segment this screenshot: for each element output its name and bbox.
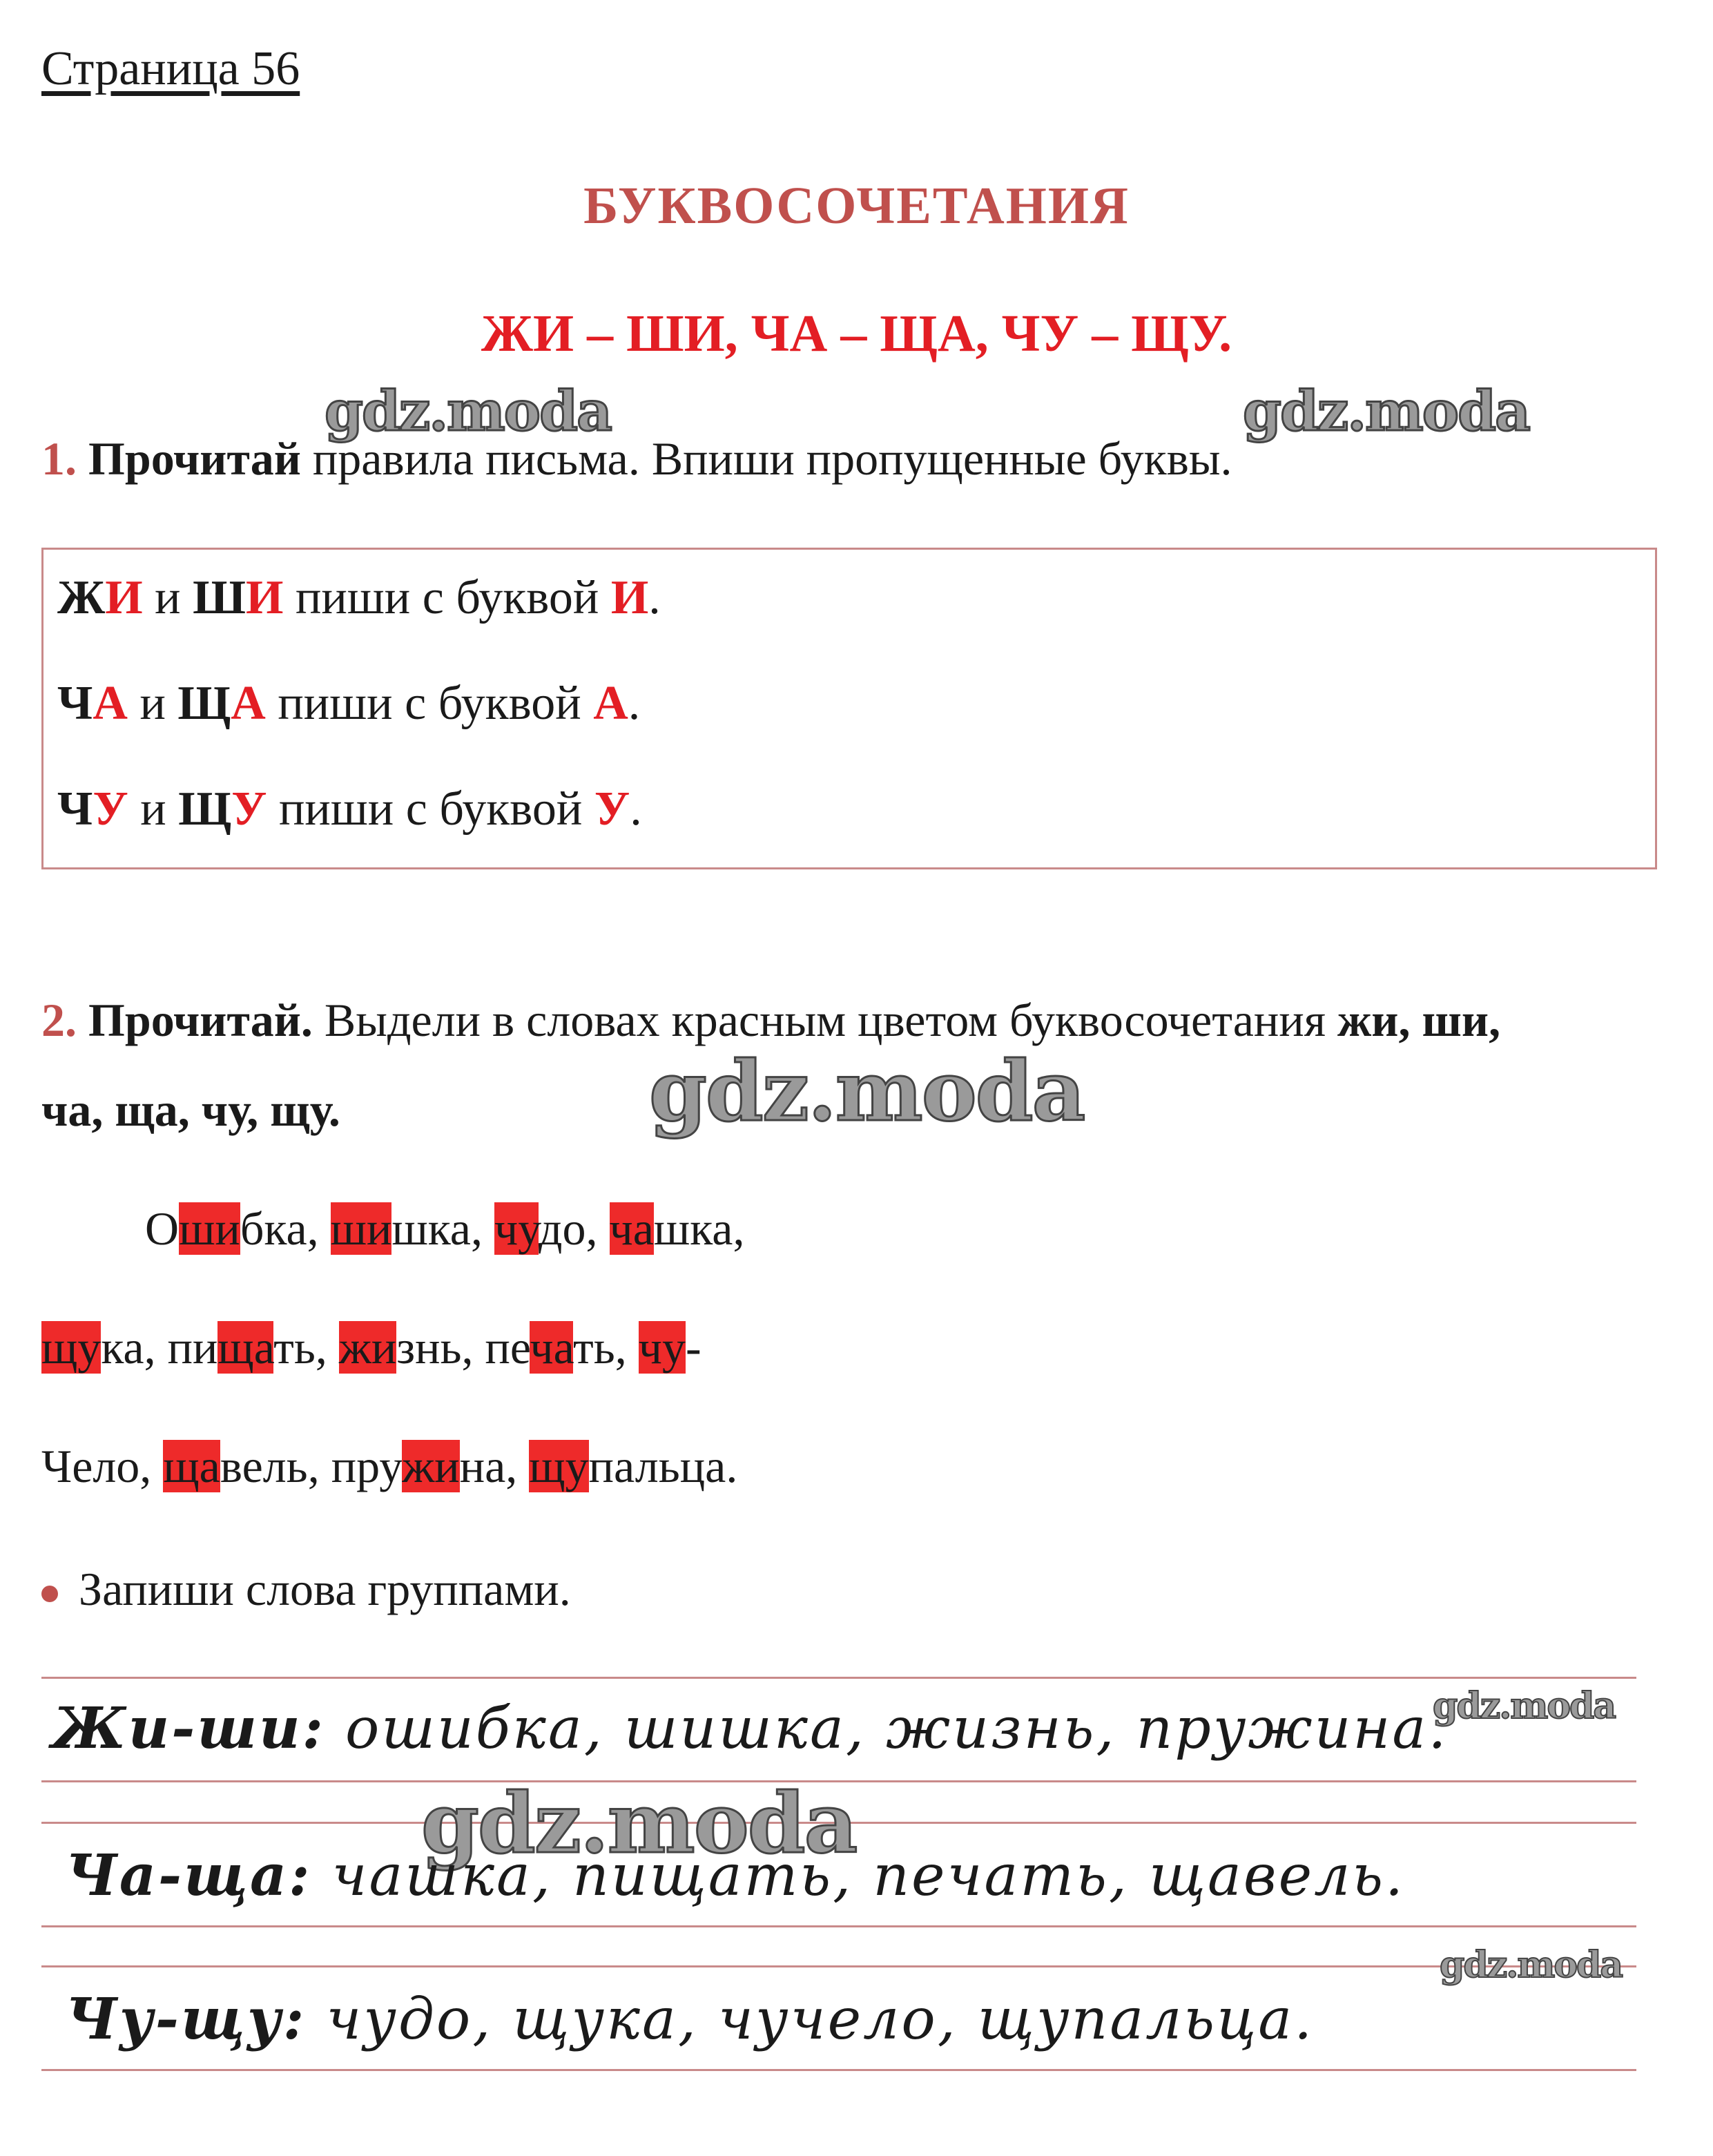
task-number: 1. bbox=[41, 432, 77, 485]
word: печать, bbox=[485, 1321, 639, 1374]
group-words: чудо, щука, чучело, щупальца. bbox=[306, 1987, 1315, 2052]
rule-text: пиши с буквой bbox=[267, 782, 594, 836]
rule-and: и bbox=[142, 571, 193, 624]
rule-line bbox=[57, 570, 661, 626]
page-subtitle: ЖИ – ШИ, ЧА – ЩА, ЧУ – ЩУ. bbox=[481, 305, 1232, 363]
rule-consonant: Щ bbox=[178, 782, 232, 836]
rule-line bbox=[57, 676, 640, 731]
task-2-heading bbox=[41, 993, 1500, 1048]
rule-consonant: Ч bbox=[57, 677, 93, 730]
word: шишка, bbox=[330, 1202, 494, 1255]
page-title: БУКВОСОЧЕТАНИЯ bbox=[583, 177, 1130, 235]
rule-end: . bbox=[630, 782, 642, 836]
rule-consonant: Ж bbox=[57, 571, 106, 624]
word: щука, bbox=[41, 1321, 168, 1374]
group-head: Ча-ща: bbox=[66, 1842, 312, 1909]
rule-vowel[interactable]: У bbox=[93, 782, 128, 836]
rule-letter[interactable]: И bbox=[610, 571, 649, 624]
highlighted-combo[interactable]: ши bbox=[179, 1202, 240, 1255]
task-text: правила письма. Впиши пропущенные буквы. bbox=[300, 432, 1232, 485]
highlighted-combo[interactable]: жи bbox=[402, 1440, 460, 1492]
group-head: Чу-щу: bbox=[66, 1986, 307, 2052]
highlighted-combo[interactable]: чу bbox=[638, 1321, 686, 1374]
rule-vowel[interactable]: У bbox=[231, 782, 267, 836]
word: жизнь, bbox=[338, 1321, 485, 1374]
word: чашка, bbox=[609, 1202, 745, 1255]
rule-vowel[interactable]: И bbox=[246, 571, 284, 624]
task-combos-line2: ча, ща, чу, щу. bbox=[41, 1084, 340, 1136]
rule-and: и bbox=[127, 677, 178, 730]
task-verb: Прочитай. bbox=[88, 994, 313, 1046]
word-line-2 bbox=[41, 1320, 701, 1375]
task-text: Выдели в словах красным цветом буквосочетания bbox=[312, 994, 1337, 1046]
highlighted-combo[interactable]: ча bbox=[609, 1202, 654, 1255]
word: Чело, bbox=[41, 1440, 164, 1492]
word-line-3 bbox=[41, 1439, 737, 1494]
word: пищать, bbox=[167, 1321, 339, 1374]
writing-line bbox=[41, 2069, 1636, 2071]
word: щупальца. bbox=[529, 1440, 738, 1492]
highlighted-combo[interactable]: жи bbox=[338, 1321, 397, 1374]
word: пружина, bbox=[331, 1440, 530, 1492]
rule-and: и bbox=[128, 782, 179, 836]
rule-consonant: Щ bbox=[177, 677, 231, 730]
instruction-text: Запиши слова группами. bbox=[79, 1563, 571, 1615]
watermark: gdz.moda bbox=[1433, 1685, 1616, 1727]
task-combos: жи, ши, bbox=[1337, 994, 1501, 1046]
rule-letter[interactable]: А bbox=[593, 677, 628, 730]
word: чу- bbox=[638, 1321, 701, 1374]
writing-line bbox=[41, 1677, 1636, 1679]
rule-line bbox=[57, 782, 642, 837]
task-1-heading bbox=[41, 432, 1232, 486]
rule-vowel[interactable]: А bbox=[231, 677, 266, 730]
watermark: gdz.moda bbox=[325, 378, 611, 443]
word: щавель, bbox=[163, 1440, 331, 1492]
highlighted-combo[interactable]: ча bbox=[530, 1321, 574, 1374]
writing-line bbox=[41, 1965, 1636, 1967]
watermark: gdz.moda bbox=[649, 1043, 1085, 1140]
answer-group-zhi-shi[interactable] bbox=[52, 1695, 1448, 1762]
page-label: Страница 56 bbox=[41, 42, 300, 95]
highlighted-combo[interactable]: ща bbox=[217, 1321, 274, 1374]
rule-box bbox=[41, 548, 1657, 869]
highlighted-combo[interactable]: ши bbox=[330, 1202, 392, 1255]
watermark: gdz.moda bbox=[1440, 1944, 1623, 1986]
watermark: gdz.moda bbox=[1243, 378, 1529, 443]
word: Ошибка, bbox=[145, 1202, 331, 1255]
rule-end: . bbox=[628, 677, 641, 730]
task-number: 2. bbox=[41, 994, 77, 1046]
highlighted-combo[interactable]: щу bbox=[529, 1440, 589, 1492]
rule-text: пиши с буквой bbox=[283, 571, 611, 624]
rule-text: пиши с буквой bbox=[265, 677, 594, 730]
bullet-icon bbox=[41, 1586, 58, 1602]
group-head: Жи-ши: bbox=[52, 1695, 325, 1762]
highlighted-combo[interactable]: ща bbox=[163, 1440, 220, 1492]
highlighted-combo[interactable]: чу bbox=[494, 1202, 539, 1255]
answer-group-cha-shcha[interactable] bbox=[66, 1842, 1405, 1909]
watermark: gdz.moda bbox=[421, 1775, 857, 1872]
rule-vowel[interactable]: И bbox=[105, 571, 143, 624]
group-words: ошибка, шишка, жизнь, пружина. bbox=[325, 1696, 1449, 1762]
rule-vowel[interactable]: А bbox=[93, 677, 128, 730]
rule-end: . bbox=[648, 571, 661, 624]
task-verb: Прочитай bbox=[88, 432, 301, 485]
rule-consonant: Ч bbox=[57, 782, 93, 836]
answer-group-chu-shchu[interactable] bbox=[66, 1986, 1314, 2052]
rule-letter[interactable]: У bbox=[594, 782, 630, 836]
group-words: чашка, пищать, печать, щавель. bbox=[311, 1843, 1406, 1909]
word-line-1 bbox=[145, 1202, 744, 1256]
instruction bbox=[41, 1562, 571, 1617]
word: чудо, bbox=[494, 1202, 610, 1255]
highlighted-combo[interactable]: щу bbox=[41, 1321, 101, 1374]
rule-consonant: Ш bbox=[193, 571, 246, 624]
writing-line bbox=[41, 1925, 1636, 1927]
